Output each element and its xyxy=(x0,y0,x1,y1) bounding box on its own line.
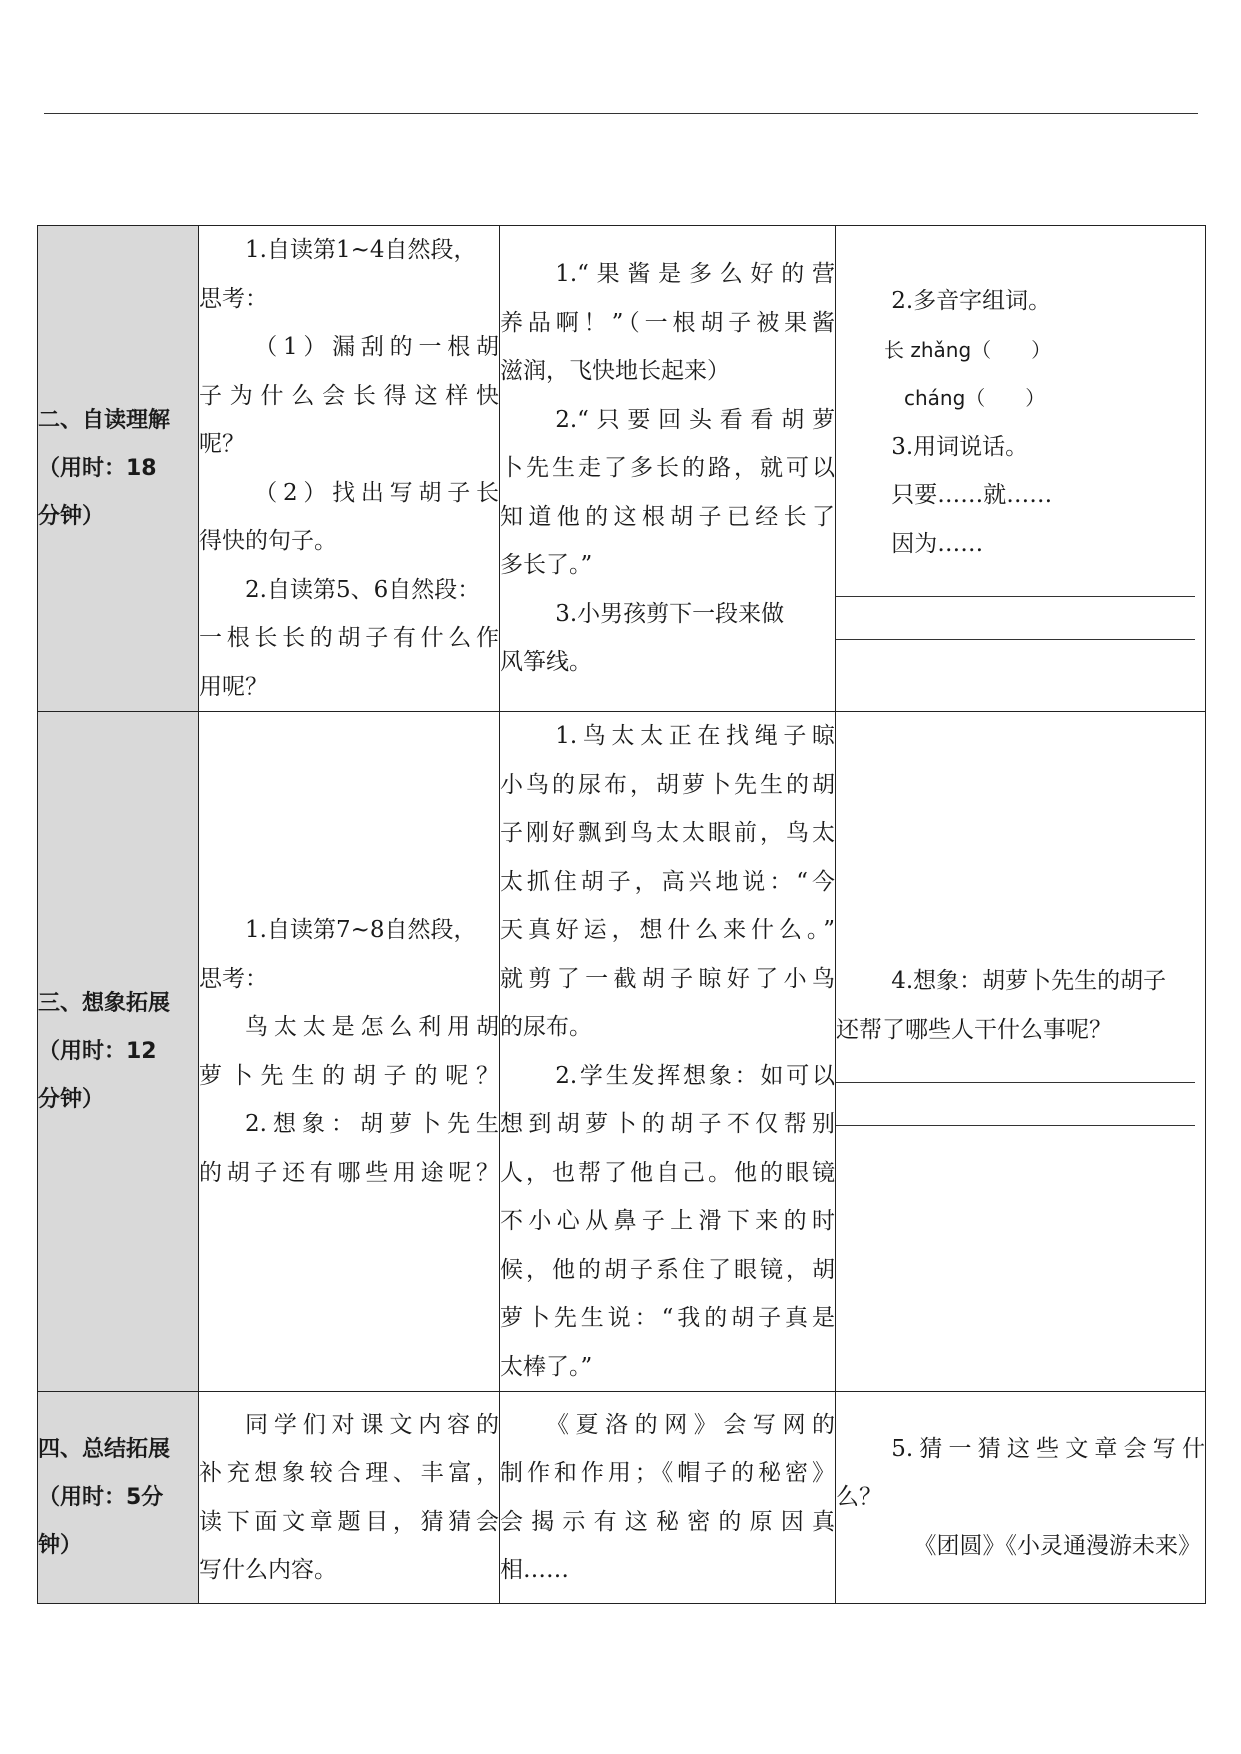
text-line: 补充想象较合理、丰富， xyxy=(199,1460,499,1486)
text-line: 3.小男孩剪下一段来做 xyxy=(555,600,785,627)
text-line: 滋润，飞快地长起来） xyxy=(500,358,730,385)
text-line: 子刚好飘到鸟太太眼前，鸟太 xyxy=(500,820,835,846)
text-line: 1.自读第7~8自然段， xyxy=(245,917,477,943)
text-line: 萝卜先生说：“我的胡子真是 xyxy=(500,1305,835,1331)
text-line: 3.用词说话。 xyxy=(891,433,1029,460)
text-line: 相…… xyxy=(500,1557,569,1583)
polyphone-line: cháng（ ） xyxy=(904,386,1046,410)
text-line: 天真好运，想什么来什么。” xyxy=(500,917,835,943)
text-line: 太抓住胡子，高兴地说：“今 xyxy=(500,868,835,895)
stage-time-unit: 钟） xyxy=(38,1532,83,1558)
text-line: 写什么内容。 xyxy=(199,1557,337,1583)
text-line: 多长了。” xyxy=(500,552,593,579)
answer-cell xyxy=(500,226,836,712)
text-line: 不小心从鼻子上滑下来的时 xyxy=(500,1208,835,1234)
text-line: 会揭示有这秘密的原因真 xyxy=(500,1508,835,1535)
text-line: 5.猜一猜这些文章会写什 xyxy=(891,1435,1205,1462)
text-line: 子为什么会长得这样快 xyxy=(199,382,499,409)
polyphone-line: 长 zhǎng（ ） xyxy=(884,337,1052,362)
task-cell xyxy=(199,712,500,1392)
text-line: 就剪了一截胡子晾好了小鸟 xyxy=(500,965,835,992)
exercise-cell xyxy=(836,1392,1206,1604)
lesson-plan-table xyxy=(37,225,1206,1604)
text-line: 知道他的这根胡子已经长了 xyxy=(500,503,835,530)
exercise-cell xyxy=(836,226,1206,712)
table-row xyxy=(38,226,1206,712)
text-line: 2.多音字组词。 xyxy=(891,288,1052,314)
text-line: 用呢？ xyxy=(199,673,268,700)
stage-title: 四、总结拓展 xyxy=(38,1436,171,1462)
task-cell xyxy=(199,1392,500,1604)
header-rule xyxy=(44,113,1198,114)
text-line: 人，也帮了他自己。他的眼镜 xyxy=(500,1159,835,1186)
text-line: 1.鸟太太正在找绳子晾 xyxy=(555,723,835,749)
text-line: 读下面文章题目，猜猜会 xyxy=(199,1508,499,1535)
text-line: 风筝线。 xyxy=(500,649,592,676)
stage-cell xyxy=(38,712,199,1392)
text-line: 得快的句子。 xyxy=(199,528,337,554)
answer-blank xyxy=(836,617,1195,640)
text-line: 呢？ xyxy=(199,431,245,457)
text-line: 小鸟的尿布，胡萝卜先生的胡 xyxy=(500,771,835,798)
text-line: 2.自读第5、6自然段： xyxy=(245,576,481,603)
text-line: 一根长长的胡子有什么作 xyxy=(199,625,499,651)
stage-title: 二、自读理解 xyxy=(38,407,171,433)
text-line: 只要……就…… xyxy=(891,482,1053,508)
text-line: 1.“果酱是多么好的营 xyxy=(555,261,835,288)
stage-time-unit: 分钟） xyxy=(38,503,105,529)
text-line: 养品啊！”（一根胡子被果酱 xyxy=(500,309,835,336)
stage-time: （用时：18 xyxy=(38,455,157,481)
book-titles: 《团圆》《小灵通漫游未来》 xyxy=(913,1532,1201,1559)
text-line: （1）漏刮的一根胡 xyxy=(254,334,499,360)
text-line: 《夏洛的网》会写网的 xyxy=(546,1411,835,1438)
task-cell xyxy=(199,226,500,712)
stage-time-unit: 分钟） xyxy=(38,1086,105,1112)
stage-title: 三、想象拓展 xyxy=(38,990,171,1016)
text-line: 的胡子还有哪些用途呢？ xyxy=(199,1159,499,1186)
text-line: （2）找出写胡子长 xyxy=(254,479,499,506)
table-row xyxy=(38,1392,1206,1604)
text-line: 还帮了哪些人干什么事呢？ xyxy=(836,1016,1112,1043)
text-line: 卜先生走了多长的路，就可以 xyxy=(500,455,835,482)
answer-cell xyxy=(500,1392,836,1604)
stage-cell xyxy=(38,226,199,712)
text-line: 2.“只要回头看看胡萝 xyxy=(555,406,835,433)
text-line: 思考： xyxy=(199,965,268,992)
text-line: 么？ xyxy=(836,1484,882,1511)
answer-blank xyxy=(836,1060,1195,1083)
text-line: 萝卜先生的胡子的呢？ xyxy=(199,1062,499,1089)
text-line: 2.学生发挥想象：如可以 xyxy=(555,1062,835,1089)
text-line: 因为…… xyxy=(891,530,984,557)
answer-blank xyxy=(836,1103,1195,1126)
exercise-cell xyxy=(836,712,1206,1392)
text-line: 思考： xyxy=(199,285,268,312)
answer-blank xyxy=(836,574,1195,597)
answer-cell xyxy=(500,712,836,1392)
text-line: 4.想象：胡萝卜先生的胡子 xyxy=(891,968,1167,994)
table-row xyxy=(38,712,1206,1392)
text-line: 候，他的胡子系住了眼镜，胡 xyxy=(500,1256,835,1283)
text-line: 2.想象：胡萝卜先生 xyxy=(245,1111,499,1137)
text-line: 太棒了。” xyxy=(500,1353,593,1380)
text-line: 1.自读第1~4自然段， xyxy=(245,237,477,263)
text-line: 制作和作用；《帽子的秘密》 xyxy=(500,1460,835,1486)
text-line: 的尿布。 xyxy=(500,1014,592,1040)
stage-time: （用时：5分 xyxy=(38,1484,164,1510)
text-line: 同学们对课文内容的 xyxy=(245,1411,499,1438)
stage-time: （用时：12 xyxy=(38,1038,157,1064)
text-line: 想到胡萝卜的胡子不仅帮别 xyxy=(500,1111,835,1137)
text-line: 鸟太太是怎么利用胡 xyxy=(245,1014,499,1040)
stage-cell xyxy=(38,1392,199,1604)
